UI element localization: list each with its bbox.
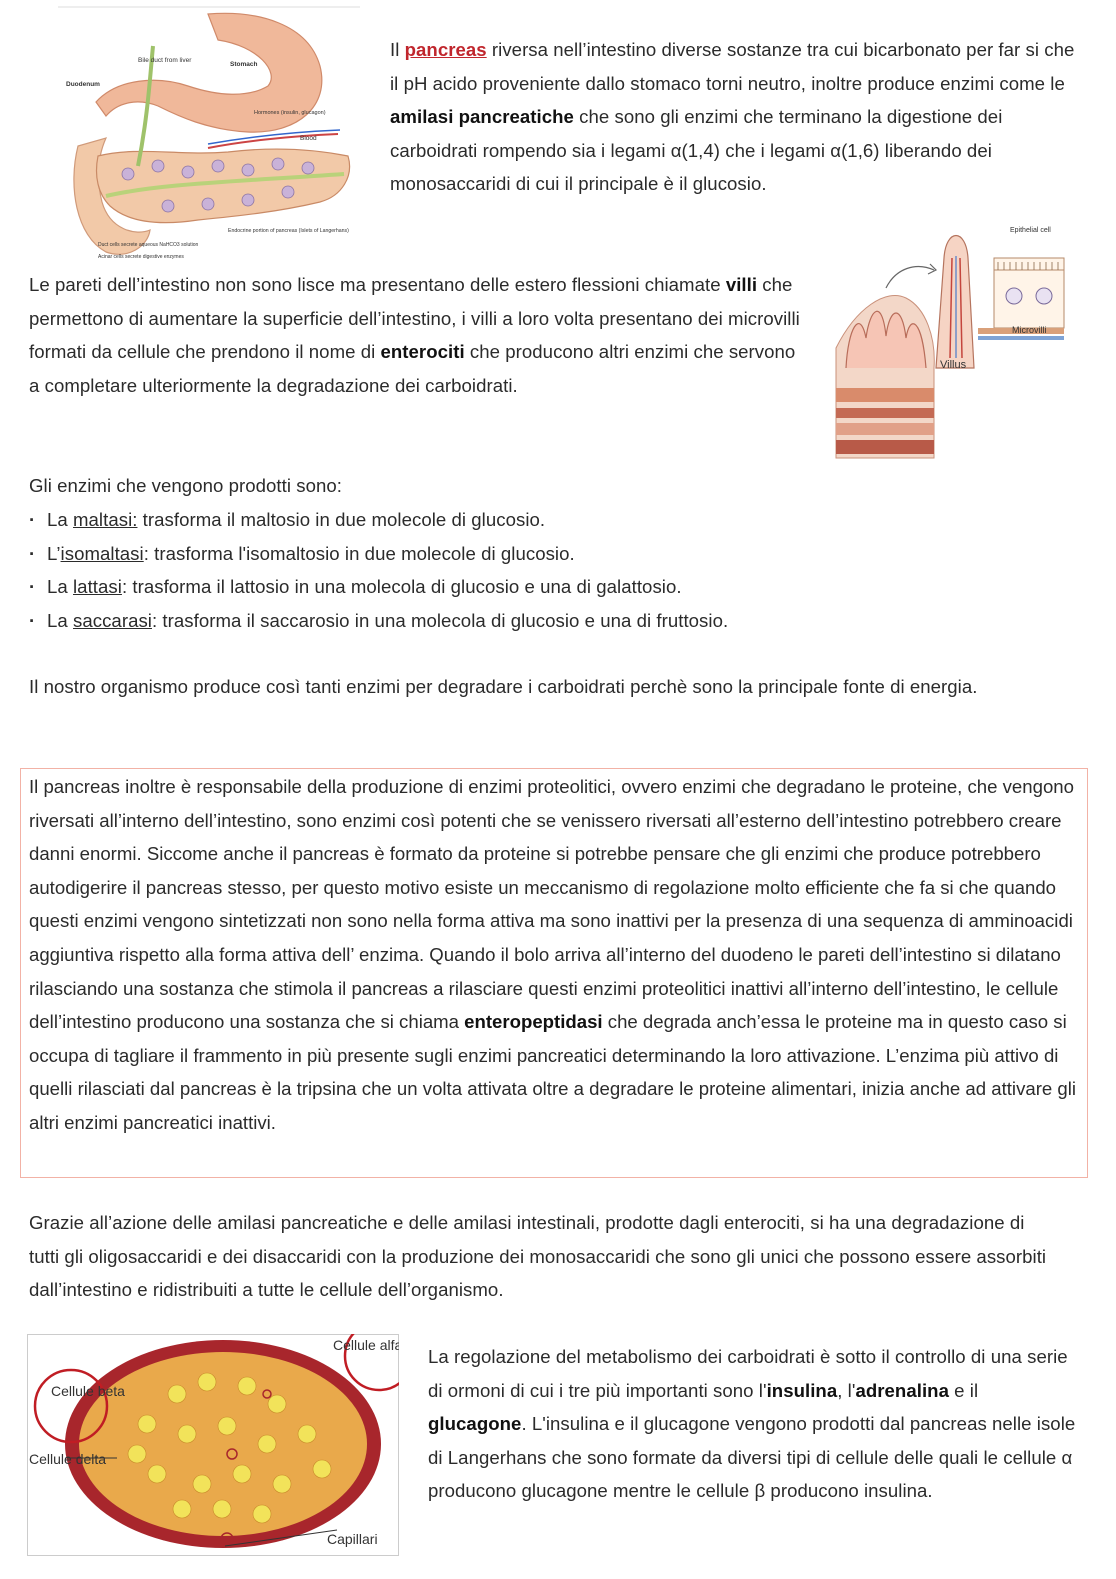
pancreas-figure <box>58 6 360 262</box>
label-acinar: Acinar cells secrete digestive enzymes <box>98 254 184 260</box>
list-item: · La lattasi: trasforma il lattosio in una molecola di glucosio e una di galattosio. <box>29 570 1029 604</box>
label-hormones: Hormones (insulin, glucagon) <box>254 110 326 116</box>
term-amilasi: amilasi pancreatiche <box>390 106 574 128</box>
label-endocrine: Endocrine portion of pancreas (Islets of Langerhans) <box>228 228 349 234</box>
label-beta: Cellule beta <box>51 1383 125 1399</box>
label-capillari: Capillari <box>327 1531 378 1547</box>
pancreas-link[interactable]: pancreas <box>404 39 487 60</box>
label-blood: Blood <box>300 135 317 142</box>
label-microvilli: Microvilli <box>1012 325 1047 335</box>
term-insulina: insulina <box>766 1379 838 1401</box>
paragraph-energy: Il nostro organismo produce così tanti enzimi per degradare i carboidrati perchè sono la principale fonte di energia. <box>29 676 978 697</box>
paragraph-proteolytic: Il pancreas inoltre è responsabile della produzione di enzimi proteolitici, ovvero enzimi che degradano le proteine, che vengono riversati all’interno dell’intestino, sono enzimi così potenti che se venissero riversati all’esterno dell’intestino potrebbero creare danni enormi. Siccome anche il pancreas è formato da proteine si potrebbe pensare che gli enzimi che produce potrebbero autodigerire il pancreas stesso, per questo motivo esiste un meccanismo di regolazione molto efficiente che fa si che quando questi enzimi vengono sintetizzati non sono nella forma attiva ma sono inattivi per la presenza di una sequenza di amminoacidi aggiuntiva rispetto alla forma attiva dell’ enzima. Quando il bolo arriva all’interno del duodeno le pareti dell’intestino si dilatano rilasciando una sostanza che stimola il pancreas a rilasciare questi enzimi proteolitici inattivi all’interno dell’intestino, le cellule dell’intestino producono una sostanza che si chiama enteropeptidasi che degrada anch’essa le proteine ma in questo caso si occupa di tagliare il frammento in più presente sugli enzimi pancreatici determinando la loro attivazione. L’enzima più attivo di quelli rilasciati dal pancreas è la tripsina che un volta attivata oltre a degradare le proteine alimentari, inizia anche ad attivare gli altri enzimi pancreatici inattivi. <box>29 776 1077 1133</box>
term-enteropeptidasi: enteropeptidasi <box>464 1011 603 1033</box>
enzymes-intro: Gli enzimi che vengono prodotti sono: <box>29 475 342 496</box>
label-stomach: Stomach <box>230 61 258 68</box>
term-glucagone: glucagone <box>428 1413 522 1435</box>
villus-figure <box>826 218 1071 462</box>
paragraph-villi: Le pareti dell’intestino non sono lisce ma presentano delle estero flessioni chiamate villi che permettono di aumentare la superficie dell’intestino, i villi a loro volta presentano dei microvilli formati da cellule che prendono il nome di enterociti che producono altri enzimi che servono a completare ulteriormente la degradazione dei carboidrati. <box>29 274 800 396</box>
list-item: · La maltasi: trasforma il maltosio in due molecole di glucosio. <box>29 503 1029 537</box>
paragraph-amilasi: Grazie all’azione delle amilasi pancreatiche e delle amilasi intestinali, prodotte dagli enterociti, si ha una degradazione di tutti gli oligosaccaridi e dei disaccaridi con la produzione dei monosaccaridi che sono gli unici che possono essere assorbiti dall’intestino e ridistribuiti a tutte le cellule dell’organismo. <box>29 1212 1047 1301</box>
paragraph-pancreas: Il pancreas riversa nell’intestino diverse sostanze tra cui bicarbonato per far si che il pH acido proveniente dallo stomaco torni neutro, inoltre produce enzimi come le amilasi pancreatiche che sono gli enzimi che terminano la digestione dei carboidrati rompendo sia i legami α(1,4) che i legami α(1,6) liberando dei monosaccaridi di cui il principale è il glucosio. <box>390 39 1075 195</box>
label-epithelial: Epithelial cell <box>1010 227 1051 234</box>
list-item: · La saccarasi: trasforma il saccarosio in una molecola di glucosio e una di fruttosio. <box>29 604 1029 638</box>
pancreas-illustration <box>58 6 360 262</box>
enzymes-list <box>29 503 1029 637</box>
term-villi: villi <box>725 274 758 295</box>
label-villus: Villus <box>940 359 967 371</box>
label-alfa: Cellule alfa <box>333 1337 399 1353</box>
label-delta: Cellule delta <box>29 1451 107 1467</box>
islet-figure <box>27 1334 399 1556</box>
paragraph-ormoni: La regolazione del metabolismo dei carboidrati è sotto il controllo di una serie di ormoni di cui i tre più importanti sono l'insulina, l'adrenalina e il glucagone. L'insulina e il glucagone vengono prodotti dal pancreas nelle isole di Langerhans che sono formate da diversi tipi di cellule delle quali le cellule α producono glucagone mentre le cellule β producono insulina. <box>428 1346 1076 1502</box>
term-adrenalina: adrenalina <box>855 1379 949 1401</box>
label-duct-cells: Duct cells secrete aqueous NaHCO3 solution <box>98 242 199 248</box>
label-duodenum: Duodenum <box>66 81 100 88</box>
islet-illustration <box>27 1334 399 1556</box>
term-enterociti: enterociti <box>380 341 465 363</box>
label-bile-duct: Bile duct from liver <box>138 57 192 64</box>
villus-illustration <box>826 218 1071 462</box>
list-item: · L’isomaltasi: trasforma l'isomaltosio in due molecole di glucosio. <box>29 537 1029 571</box>
